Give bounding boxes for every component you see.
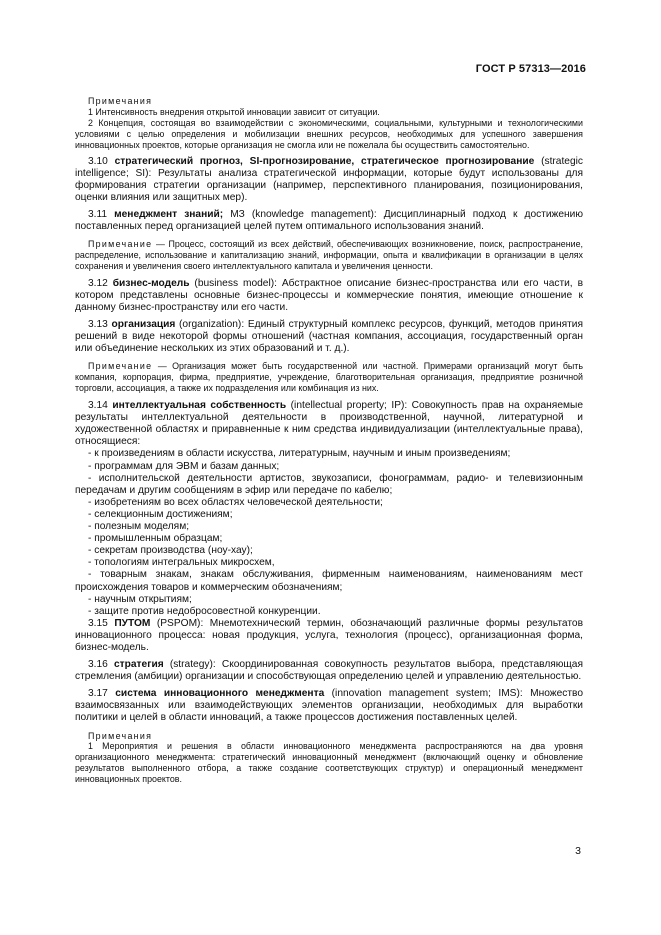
page-number: 3: [575, 845, 581, 857]
note-label: Примечание: [88, 361, 153, 372]
term-3-10: [75, 156, 583, 204]
term-3-11: [75, 209, 583, 233]
term-3-13: [75, 319, 583, 355]
term-name: стратегия: [114, 659, 164, 671]
term-number: 3.10: [88, 155, 115, 167]
term-number: 3.12: [88, 277, 113, 289]
term-definition: (intellectual property; IP): Совокупность прав на охраняемые результаты интеллектуальной деятельности в производственной, научной, литературной и художественной областях и приравненные к ним средства индивидуализации (интеллектуальные права), относящиеся:: [75, 400, 583, 448]
list-item: - к произведениям в области искусства, литературным, научным и иным произведениям;: [88, 448, 511, 460]
term-name: организация: [111, 319, 176, 331]
note-label: Примечание: [88, 239, 153, 250]
term-number: 3.15: [88, 617, 115, 629]
standard-designation: ГОСТ Р 57313—2016: [475, 63, 586, 75]
list-item: - исполнительской деятельности артистов, звукозаписи, фонограммам, радио- и телевизионным передачам и другим сообщениям в эфир или передаче по кабелю;: [75, 472, 583, 496]
term-name: ПУТОМ: [114, 617, 151, 629]
term-number: 3.13: [88, 319, 112, 331]
term-3-17: [75, 688, 583, 724]
term-name: система инновационного менеджмента: [115, 688, 325, 700]
term-definition: МЗ (knowledge management): Дисциплинарный подход к достижению поставленных перед организацией целей путем оптимального использования знаний.: [75, 208, 583, 232]
term-name: стратегический прогноз, SI-прогнозирование, стратегическое прогнозирование: [114, 155, 535, 167]
term-definition: (strategic intelligence; SI): Результаты анализа стратегической информации, которые будут использованы для формирования стратегии организации (например, перспективного планирования, позиционирования, оценки влияния или защитных мер).: [75, 155, 583, 203]
term-definition: (strategy): Скоординированная совокупность результатов выбора, представляющая стремления (амбиции) организации и способствующая определению целей и управлению деятельностью.: [75, 659, 583, 683]
note-text: — Организация может быть государственной или частной. Примерами организаций могут быть компания, корпорация, фирма, предприятие, учреждение, благотворительная организация, предприятие розничной торговли, ассоциация, а также их подразделения или комбинация из них.: [75, 361, 583, 394]
list-item: - топологиям интегральных микросхем,: [88, 557, 275, 569]
notes-heading: Примечания: [88, 730, 153, 741]
term-3-14: [75, 400, 583, 448]
term-3-12: [75, 278, 583, 314]
term-definition: (innovation management system; IMS): Множество взаимосвязанных или взаимодействующих элементов организации, необходимых для выработки политики и целей в области инноваций, а также процессов достижения поставленных целей.: [75, 688, 583, 724]
term-name: менеджмент знаний;: [114, 208, 224, 220]
list-item: - защите против недобросовестной конкуренции.: [88, 605, 321, 617]
note-paragraph: 1 Интенсивность внедрения открытой инновации зависит от ситуации.: [88, 106, 380, 117]
term-definition: (organization): Единый структурный комплекс ресурсов, функций, методов принятия решений в виде некоторой формы отношений (частная компания, ассоциация, государственный орган или объединение нескольких из этих образований и т. д.).: [75, 319, 583, 355]
term-number: 3.11: [88, 208, 115, 220]
list-item: - научным открытиям;: [88, 593, 192, 605]
term-3-15: [75, 618, 583, 654]
term-number: 3.17: [88, 688, 116, 700]
term-definition: (business model): Абстрактное описание бизнес-пространства или его части, в котором представлены основные бизнес-процессы и коммерческие понятия, имеющие отношение к данному бизнес-пространству или его части.: [75, 277, 583, 313]
list-item: - селекционным достижениям;: [88, 508, 233, 520]
term-definition: (PSPOM): Мнемотехнический термин, обозначающий различные формы результатов инновационного процесса: новая продукция, услуга, технология (процесс), организационная форма, бизнес-модель.: [75, 617, 583, 653]
list-item: - программам для ЭВМ и базам данных;: [88, 460, 280, 472]
note-paragraph: 1 Мероприятия и решения в области инновационного менеджмента распространяются на два уровня организационного менеджмента: стратегический инновационный менеджмент (включающий оценку и обновление результатов выполненного отбора, а также создание соответствующих структур) и операционный менеджмент инновационных проектов.: [75, 741, 583, 785]
note-paragraph: 2 Концепция, состоящая во взаимодействии с экономическими, социальными, культурными и технологическими условиями с целью определения и мобилизации внешних ресурсов, необходимых для успешного завершения инновационных проектов, которые организация не смогла или не пожелала бы осуществить самостоятельно.: [75, 117, 583, 150]
list-item: - товарным знакам, знакам обслуживания, фирменным наименованиям, наименованиям мест происхождения товаров и коммерческим обозначениям;: [75, 569, 583, 593]
term-name: интеллектуальная собственность: [112, 400, 287, 412]
term-name: бизнес-модель: [112, 277, 190, 289]
note-dash: [75, 239, 583, 272]
term-3-16: [75, 659, 583, 683]
term-number: 3.14: [88, 400, 113, 412]
list-item: - промышленным образцам;: [88, 533, 223, 545]
list-item: - полезным моделям;: [88, 521, 190, 533]
list-item: - секретам производства (ноу-хау);: [88, 545, 253, 557]
list-item: - изобретениям во всех областях человеческой деятельности;: [88, 496, 383, 508]
term-number: 3.16: [88, 659, 114, 671]
note-dash: [75, 361, 583, 394]
notes-heading: Примечания: [88, 96, 153, 106]
note-text: — Процесс, состоящий из всех действий, обеспечивающих возникновение, поиск, распространение, распределение, использование и капитализацию знаний, информации, опыта и квалификации в организации в целях сохранения и увеличения своего интеллектуального капитала и увеличения ценности.: [75, 239, 583, 271]
document-body: [75, 96, 583, 785]
